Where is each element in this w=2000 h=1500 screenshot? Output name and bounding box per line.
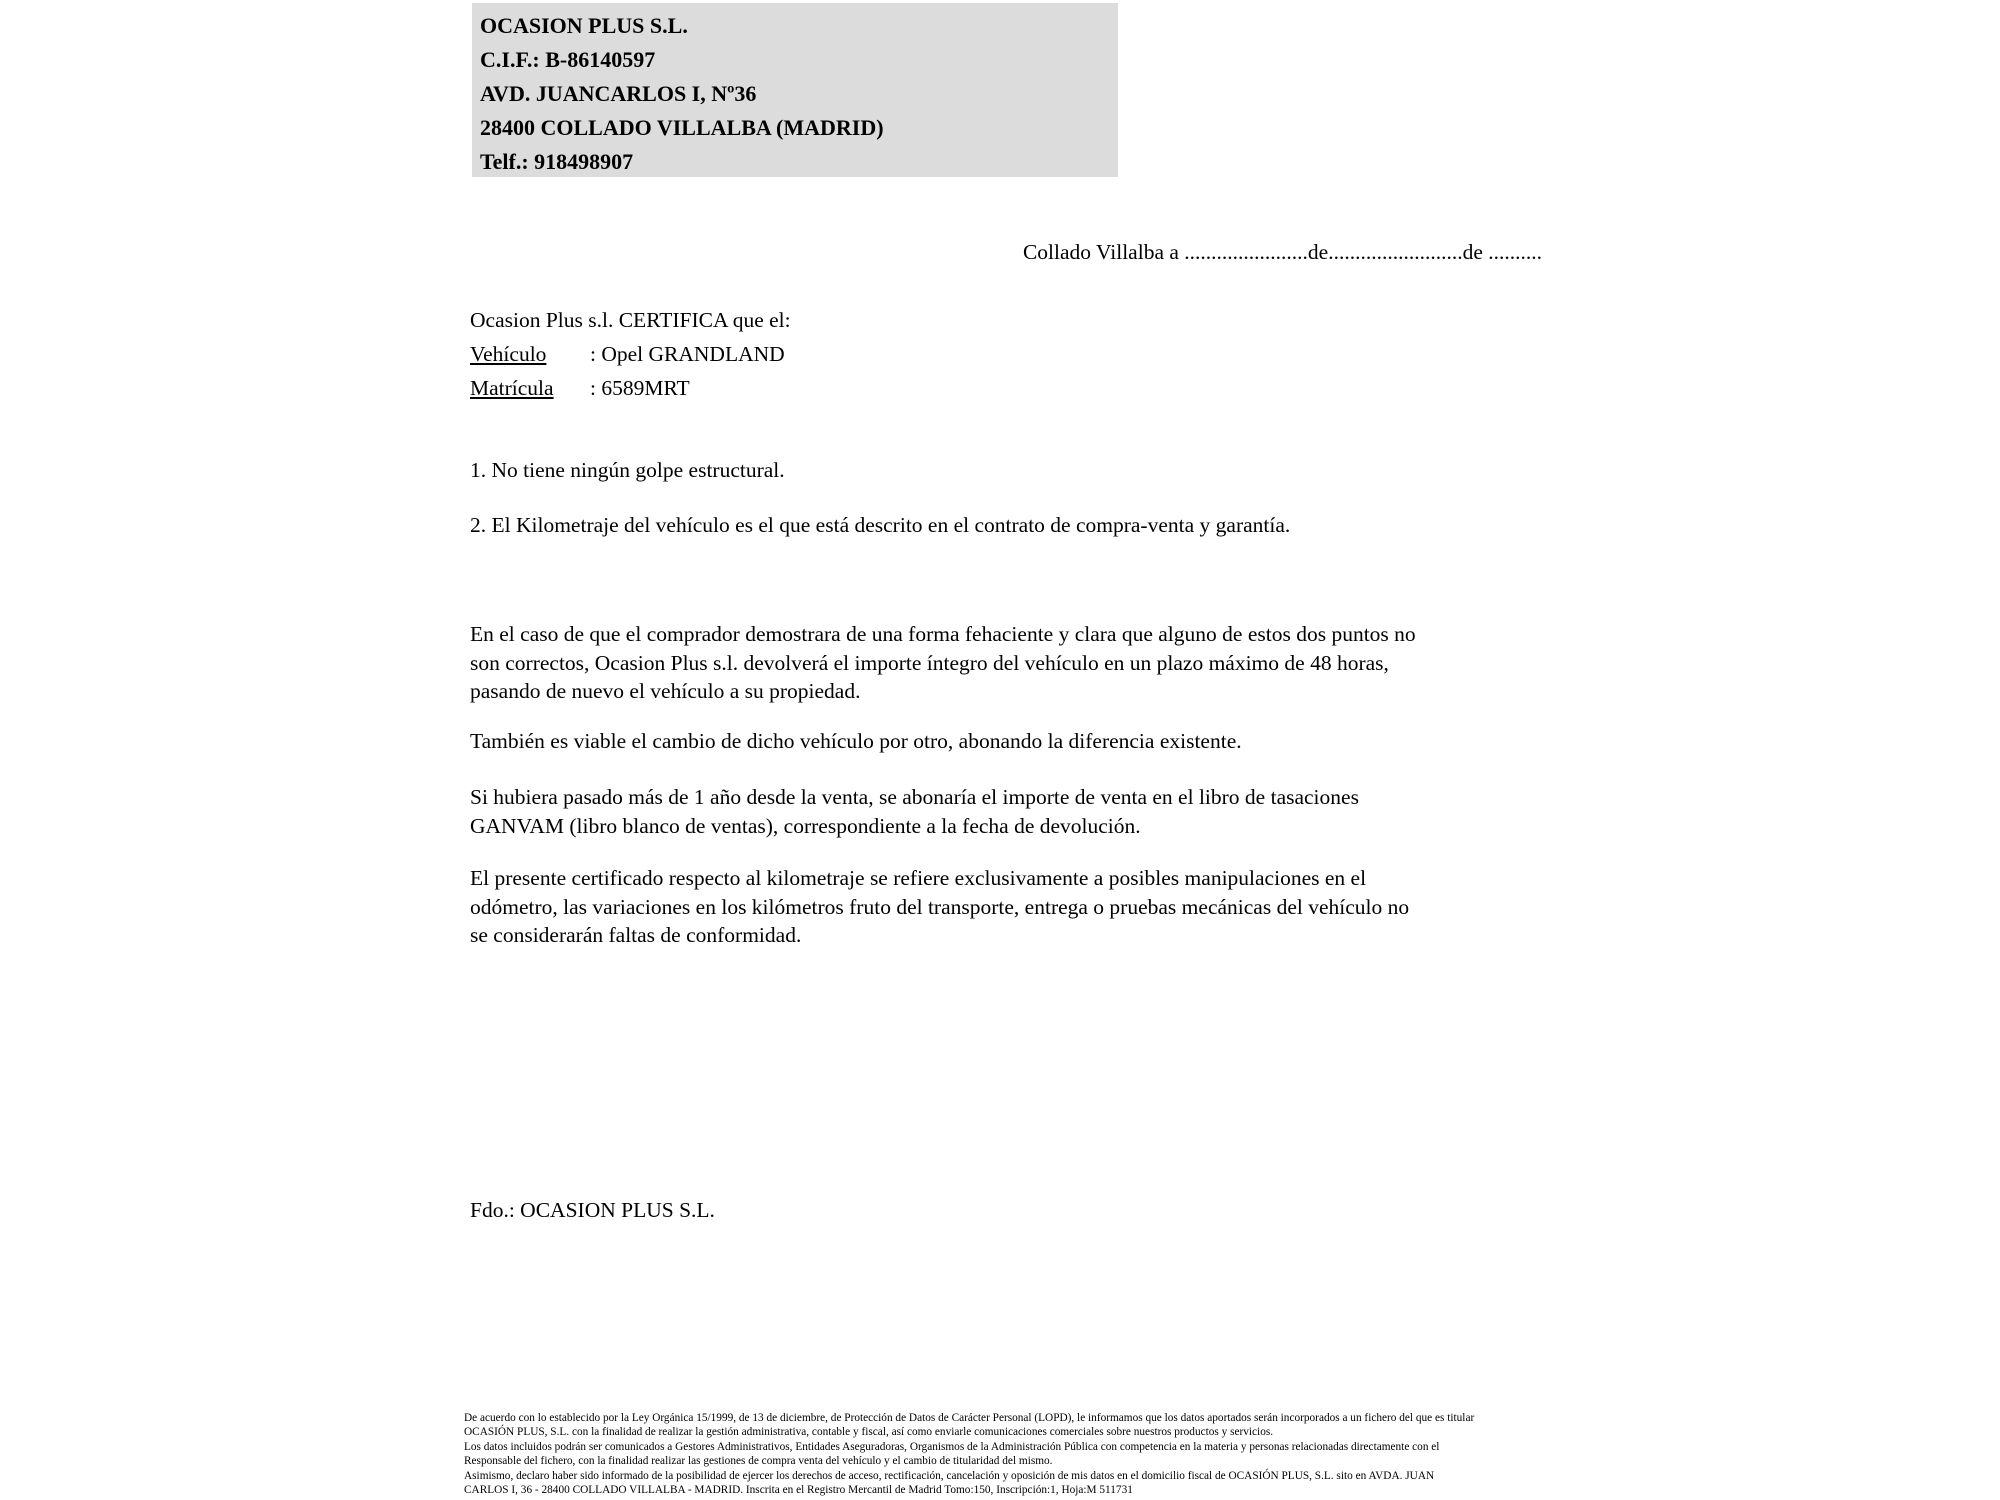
vehicle-row xyxy=(470,337,791,371)
certification-block xyxy=(470,303,791,405)
paragraph-odometer-line-2: odómetro, las variaciones en los kilómetros fruto del transporte, entrega o pruebas mecánicas del vehículo no xyxy=(470,894,1410,919)
company-city: 28400 COLLADO VILLALBA (MADRID) xyxy=(480,115,884,140)
paragraph-refund-line-3: pasando de nuevo el vehículo a su propiedad. xyxy=(470,679,861,703)
paragraph-refund-line-2: son correctos, Ocasion Plus s.l. devolverá el importe íntegro del vehículo en un plazo máximo de 48 horas, xyxy=(470,650,1389,675)
company-address: AVD. JUANCARLOS I, Nº36 xyxy=(480,81,757,106)
paragraph-odometer-line-3: se considerarán faltas de conformidad. xyxy=(470,923,802,947)
plate-label-cell xyxy=(470,371,590,405)
company-name: OCASION PLUS S.L. xyxy=(480,13,688,38)
vehicle-label: Vehículo xyxy=(470,342,547,366)
company-phone: Telf.: 918498907 xyxy=(480,149,634,174)
plate-row xyxy=(470,371,791,405)
paragraph-odometer-line-1: El presente certificado respecto al kilometraje se refiere exclusivamente a posibles manipulaciones en el xyxy=(470,866,1367,890)
company-header-box xyxy=(472,3,1118,177)
company-cif: C.I.F.: B-86140597 xyxy=(480,47,656,72)
date-line: Collado Villalba a .......................de.........................de .......... xyxy=(1022,240,1542,264)
plate-value: : 6589MRT xyxy=(590,376,690,400)
point-1: 1. No tiene ningún golpe estructural. xyxy=(470,458,785,482)
legal-line-2: OCASIÓN PLUS, S.L. con la finalidad de realizar la gestión administrativa, contable y fiscal, así como enviarle comunicaciones comerciales sobre nuestros productos y servicios. xyxy=(464,1426,1274,1439)
paragraph-odometer xyxy=(470,864,1409,950)
legal-line-3: Los datos incluidos podrán ser comunicados a Gestores Administrativos, Entidades Aseguradoras, Organismos de la Administración Pública con competencia en la materia y personas relacionadas directamente con el xyxy=(464,1440,1440,1453)
legal-line-4: Responsable del fichero, con la finalidad realizar las gestiones de compra venta del vehículo y el cambio de titularidad del mismo. xyxy=(464,1455,1053,1468)
paragraph-ganvam-line-1: Si hubiera pasado más de 1 año desde la venta, se abonaría el importe de venta en el libro de tasaciones xyxy=(470,785,1359,809)
legal-line-6: CARLOS I, 36 - 28400 COLLADO VILLALBA - MADRID. Inscrita en el Registro Mercantil de Madrid Tomo:150, Inscripción:1, Hoja:M 511731 xyxy=(464,1484,1133,1497)
plate-label: Matrícula xyxy=(470,376,554,400)
vehicle-label-cell xyxy=(470,337,590,371)
vehicle-value: : Opel GRANDLAND xyxy=(590,342,785,366)
legal-line-1: De acuerdo con lo establecido por la Ley Orgánica 15/1999, de 13 de diciembre, de Protección de Datos de Carácter Personal (LOPD), le informamos que los datos aportados serán incorporados a un fichero del que es titular xyxy=(464,1412,1475,1424)
point-2: 2. El Kilometraje del vehículo es el que está descrito en el contrato de compra-venta y garantía. xyxy=(470,513,1291,537)
paragraph-exchange: También es viable el cambio de dicho vehículo por otro, abonando la diferencia existente. xyxy=(470,729,1242,753)
legal-footer xyxy=(464,1411,1474,1497)
paragraph-ganvam xyxy=(470,783,1359,840)
paragraph-refund xyxy=(470,620,1416,706)
paragraph-refund-line-1: En el caso de que el comprador demostrara de una forma fehaciente y clara que alguno de estos dos puntos no xyxy=(470,622,1416,646)
legal-line-5: Asimismo, declaro haber sido informado de la posibilidad de ejercer los derechos de acceso, rectificación, cancelación y oposición de mis datos en el domicilio fiscal de OCASIÓN PLUS, S.L. sito en AVDA. JUAN xyxy=(464,1469,1435,1482)
paragraph-ganvam-line-2: GANVAM (libro blanco de ventas), correspondiente a la fecha de devolución. xyxy=(470,813,1141,838)
signature-line: Fdo.: OCASION PLUS S.L. xyxy=(470,1198,715,1222)
certification-intro: Ocasion Plus s.l. CERTIFICA que el: xyxy=(470,308,791,332)
